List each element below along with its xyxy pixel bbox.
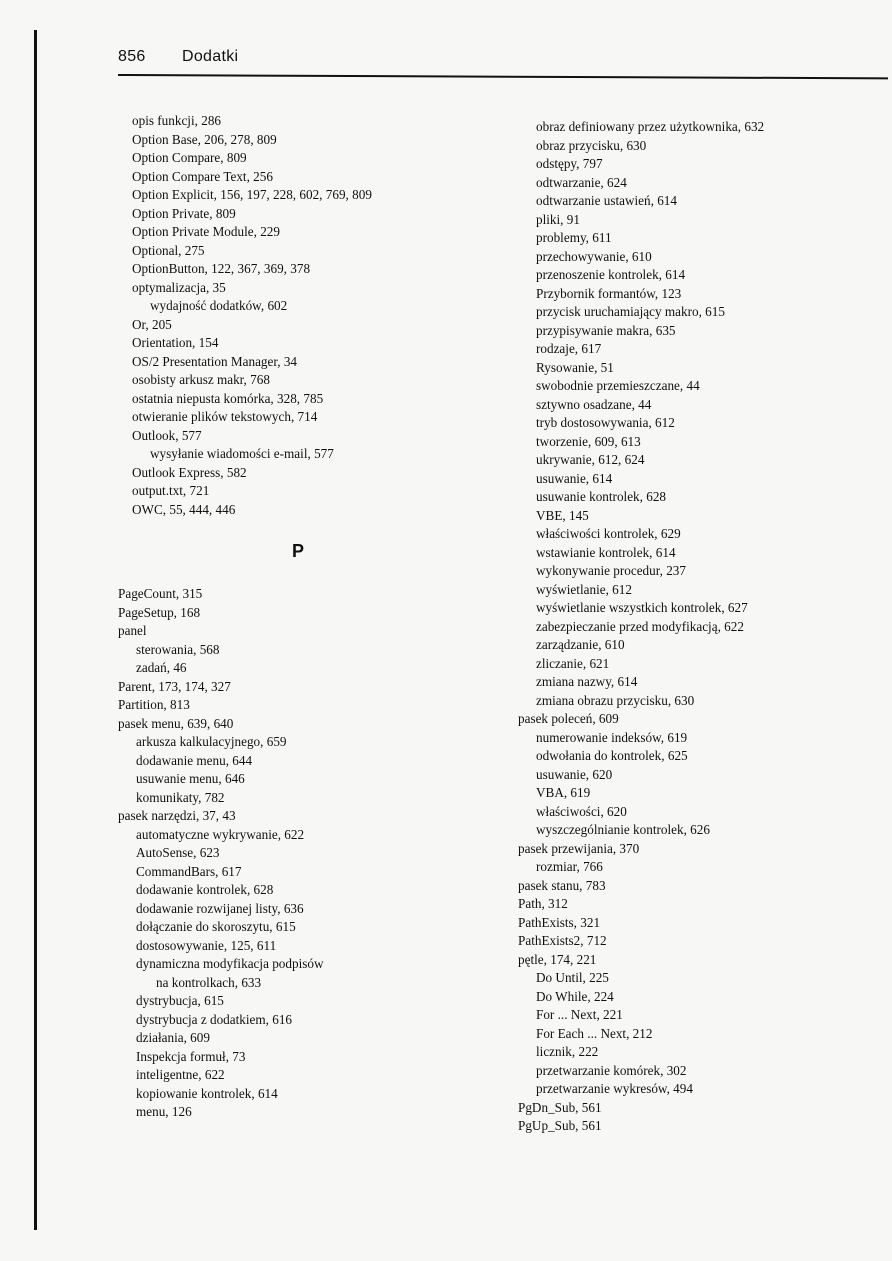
index-entry: odtwarzanie, 624 xyxy=(536,174,627,190)
index-entry: Do While, 224 xyxy=(536,988,614,1004)
index-entry: usuwanie, 620 xyxy=(536,766,613,782)
index-entry: opis funkcji, 286 xyxy=(132,113,222,128)
index-entry: przypisywanie makra, 635 xyxy=(536,322,676,338)
index-entry: Do Until, 225 xyxy=(536,970,609,985)
index-entry: optymalizacja, 35 xyxy=(132,279,226,295)
index-entry: For Each ... Next, 212 xyxy=(536,1025,653,1041)
index-entry: rozmiar, 766 xyxy=(536,859,603,874)
index-entry: licznik, 222 xyxy=(536,1044,599,1059)
header-rule xyxy=(118,74,888,79)
index-entry: inteligentne, 622 xyxy=(136,1067,225,1082)
index-entry: Option Base, 206, 278, 809 xyxy=(132,131,277,147)
index-entry: Option Explicit, 156, 197, 228, 602, 769, 809 xyxy=(132,187,372,202)
index-entry: For ... Next, 221 xyxy=(536,1007,623,1022)
index-entry: output.txt, 721 xyxy=(132,483,210,498)
index-entry: przechowywanie, 610 xyxy=(536,248,652,264)
index-entry: komunikaty, 782 xyxy=(136,789,225,805)
index-entry: zmiana nazwy, 614 xyxy=(536,674,638,689)
index-entry: usuwanie, 614 xyxy=(536,470,613,486)
index-entry: dodawanie kontrolek, 628 xyxy=(136,882,274,897)
index-entry: przetwarzanie komórek, 302 xyxy=(536,1062,687,1078)
index-entry: Option Compare Text, 256 xyxy=(132,168,273,184)
index-entry: rodzaje, 617 xyxy=(536,341,602,356)
index-entry: odstępy, 797 xyxy=(536,156,603,171)
index-entry: OWC, 55, 444, 446 xyxy=(132,501,236,517)
index-entry: panel xyxy=(118,623,147,638)
index-entry: dodawanie menu, 644 xyxy=(136,752,253,768)
index-entry: wyświetlanie, 612 xyxy=(536,581,632,597)
index-entry: tworzenie, 609, 613 xyxy=(536,433,641,449)
index-entry: pasek przewijania, 370 xyxy=(518,840,640,856)
index-entry: Partition, 813 xyxy=(118,697,190,712)
index-entry: pasek narzędzi, 37, 43 xyxy=(118,808,236,823)
index-entry: problemy, 611 xyxy=(536,230,612,245)
index-entry: dołączanie do skoroszytu, 615 xyxy=(136,919,296,934)
index-entry: numerowanie indeksów, 619 xyxy=(536,729,688,745)
index-entry: przycisk uruchamiający makro, 615 xyxy=(536,304,725,319)
index-entry: Outlook, 577 xyxy=(132,427,202,443)
section-letter-heading: P xyxy=(291,541,304,561)
index-entry: odtwarzanie ustawień, 614 xyxy=(536,193,677,208)
page-spine-edge xyxy=(34,30,37,1230)
index-entry: osobisty arkusz makr, 768 xyxy=(132,372,270,387)
index-entry: sterowania, 568 xyxy=(136,641,220,657)
index-entry: kopiowanie kontrolek, 614 xyxy=(136,1085,278,1101)
index-entry: usuwanie kontrolek, 628 xyxy=(536,489,667,504)
index-entry: otwieranie plików tekstowych, 714 xyxy=(132,409,318,424)
index-entry: przetwarzanie wykresów, 494 xyxy=(536,1081,693,1096)
index-entry: przenoszenie kontrolek, 614 xyxy=(536,267,686,282)
index-entry: VBA, 619 xyxy=(536,785,591,800)
index-entry: właściwości kontrolek, 629 xyxy=(536,526,681,541)
index-entry: PgDn_Sub, 561 xyxy=(518,1099,602,1115)
index-entry: OS/2 Presentation Manager, 34 xyxy=(132,353,298,369)
index-entry: zmiana obrazu przycisku, 630 xyxy=(536,692,695,708)
index-entry: PathExists2, 712 xyxy=(518,933,607,948)
index-entry: OptionButton, 122, 367, 369, 378 xyxy=(132,261,311,276)
index-entry: wydajność dodatków, 602 xyxy=(150,298,288,313)
index-entry: swobodnie przemieszczane, 44 xyxy=(536,378,700,393)
index-entry: Rysowanie, 51 xyxy=(536,359,614,375)
index-entry: dystrybucja, 615 xyxy=(136,993,224,1008)
index-entry: Inspekcja formuł, 73 xyxy=(136,1048,246,1064)
index-entry: wyszczególnianie kontrolek, 626 xyxy=(536,822,710,837)
index-entry: pasek menu, 639, 640 xyxy=(118,715,234,731)
index-entry: wysyłanie wiadomości e-mail, 577 xyxy=(150,446,334,461)
index-entry: wyświetlanie wszystkich kontrolek, 627 xyxy=(536,600,748,615)
index-entry: Path, 312 xyxy=(518,896,568,911)
index-entry: dostosowywanie, 125, 611 xyxy=(136,937,277,953)
index-entry: usuwanie menu, 646 xyxy=(136,771,245,786)
index-column-right xyxy=(518,118,878,1136)
index-entry: działania, 609 xyxy=(136,1030,210,1045)
index-entry: Orientation, 154 xyxy=(132,335,219,350)
index-entry: ostatnia niepusta komórka, 328, 785 xyxy=(132,390,324,406)
index-entry: arkusza kalkulacyjnego, 659 xyxy=(136,734,287,749)
index-entry: pasek poleceń, 609 xyxy=(518,711,619,726)
index-entry: zliczanie, 621 xyxy=(536,655,610,671)
index-entry: Parent, 173, 174, 327 xyxy=(118,678,231,694)
index-entry: pętle, 174, 221 xyxy=(518,951,597,967)
index-entry: dodawanie rozwijanej listy, 636 xyxy=(136,900,304,916)
index-entry: PathExists, 321 xyxy=(518,914,601,930)
index-entry: PgUp_Sub, 561 xyxy=(518,1118,602,1133)
index-entry: właściwości, 620 xyxy=(536,803,627,819)
index-entry: VBE, 145 xyxy=(536,507,589,523)
index-entry: wykonywanie procedur, 237 xyxy=(536,563,686,578)
index-entry: dystrybucja z dodatkiem, 616 xyxy=(136,1011,293,1027)
index-entry: Optional, 275 xyxy=(132,242,205,258)
index-entry: wstawianie kontrolek, 614 xyxy=(536,544,676,560)
index-entry: pasek stanu, 783 xyxy=(518,877,606,893)
index-column-left xyxy=(118,112,498,1122)
index-entry: obraz definiowany przez użytkownika, 632 xyxy=(536,119,765,134)
index-entry: zarządzanie, 610 xyxy=(536,637,625,652)
index-entry: automatyczne wykrywanie, 622 xyxy=(136,826,305,842)
index-entry: menu, 126 xyxy=(136,1104,192,1119)
index-entry: zadań, 46 xyxy=(136,660,187,675)
index-entry: ukrywanie, 612, 624 xyxy=(536,452,645,467)
index-entry: PageCount, 315 xyxy=(118,586,203,601)
index-entry: sztywno osadzane, 44 xyxy=(536,396,652,412)
running-header xyxy=(118,48,238,66)
chapter-title: Dodatki xyxy=(182,48,239,65)
index-entry: PageSetup, 168 xyxy=(118,604,201,620)
index-entry: zabezpieczanie przed modyfikacją, 622 xyxy=(536,618,744,634)
index-entry: Option Compare, 809 xyxy=(132,150,247,165)
page-number: 856 xyxy=(118,48,146,65)
index-entry: odwołania do kontrolek, 625 xyxy=(536,748,688,763)
index-entry: Option Private Module, 229 xyxy=(132,224,280,239)
index-entry: obraz przycisku, 630 xyxy=(536,137,647,153)
index-entry: Or, 205 xyxy=(132,316,172,332)
index-entry: Outlook Express, 582 xyxy=(132,464,247,480)
index-entry: dynamiczna modyfikacja podpisów xyxy=(136,956,324,971)
index-entry: pliki, 91 xyxy=(536,211,580,227)
index-entry: CommandBars, 617 xyxy=(136,863,242,879)
index-entry: Przybornik formantów, 123 xyxy=(536,285,682,301)
index-entry: AutoSense, 623 xyxy=(136,845,220,860)
index-entry: Option Private, 809 xyxy=(132,205,236,221)
index-entry: na kontrolkach, 633 xyxy=(156,974,262,990)
index-entry: tryb dostosowywania, 612 xyxy=(536,415,675,430)
